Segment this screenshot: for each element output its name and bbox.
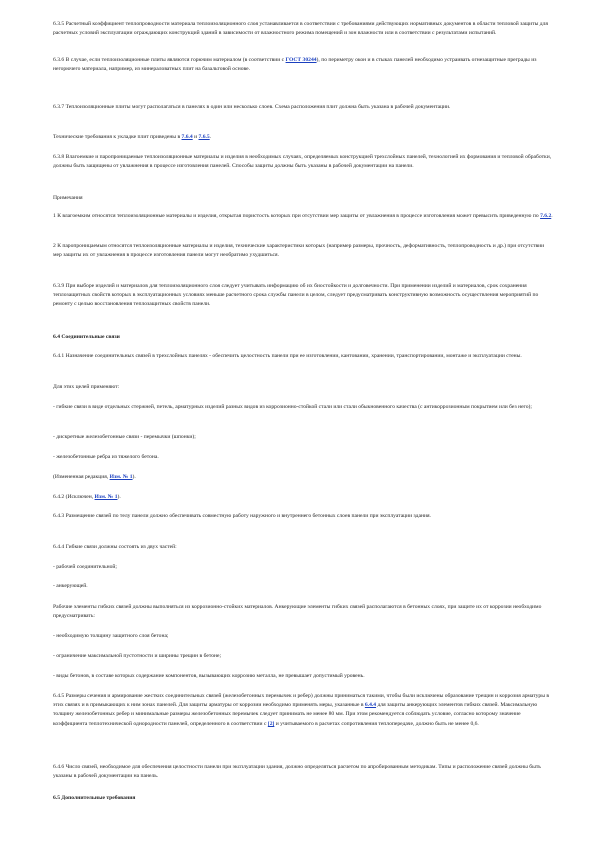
- paragraph-6-4-1: 6.4.1 Назначение соединительных связей в трехслойных панелях - обеспечить целостность панели при ее изготовлении, кантовании, хранении, транспортировании, монтаже и эксплуатации стены.: [53, 353, 522, 359]
- text: 1 К влагоемким относятся теплоизоляционные материалы и изделия, открытая пористость которых при отсутствии мер защиты от увлажнения в процессе изготовления может превысить приведенную по: [53, 213, 541, 219]
- paragraph-6-4-5: [53, 692, 553, 729]
- text: для защиты анкерующих элементов гибких связей. Максимальную толщину железобетонных ребер и минимальные размеры железобетонных перемычек следует принимать не менее 80 мм. При этом рекомендуется соблюдать условие, согласно которому значение коэффициента теплотехнической однородности панелей, определенного в соответствии с: [53, 702, 538, 727]
- list-item-crack-limit: - ограничение максимальной пустотности и ширины трещин в бетоне;: [53, 653, 222, 659]
- text: .: [209, 134, 212, 140]
- paragraph-6-3-9: 6.3.9 При выборе изделий и материалов для теплоизоляционного слоя следует учитывать информацию об их биостойкости и долговечности. При применении изделий и материалов, срок сохранения теплозащитных свойств которых в эксплуатационных условиях меньше расчетного срока службы панели в целом, следует предусматривать конструктивную возможность осуществления мероприятий по ремонту с целью восстановления теплозащитных свойств панели.: [53, 283, 539, 308]
- paragraph-6-3-6: [53, 56, 553, 74]
- note-1: [53, 212, 553, 221]
- link-amendment-1[interactable]: Изм. № 1: [94, 494, 118, 500]
- paragraph-for-these-purposes: Для этих целей применяют:: [53, 384, 120, 390]
- text: и учитываемого в расчетах сопротивления теплопередаче, должно быть не менее 0,6.: [274, 720, 479, 727]
- paragraph-6-3-8: 6.3.8 Влагоемкие и паропроницаемые теплоизоляционные материалы и изделия в необходимых случаях, определяемых конструкцией трехслойных панелей, технологией их формования и тепловой обработки, должны быть защищены от увлажнения в процессе изготовления панелей. Способы защиты должны быть указаны в рабочей документации на панели.: [53, 154, 552, 170]
- text: .: [551, 213, 553, 219]
- link-6-4-4[interactable]: 6.4.4: [364, 702, 377, 709]
- paragraph-plate-requirements: [53, 133, 553, 142]
- paragraph-6-4-2: [53, 493, 553, 502]
- text: 6.4.5 Размеры сечения и армирование жестких соединительных связей (железобетонных перемычек и ребер) должны приниматься такими, чтобы были исключены образование трещин и коррозия арматуры в этих связях и в примыкающих к ним зонах панелей. Для защиты арматуры от коррозии необходимо применять меры, указанные в: [53, 693, 550, 709]
- text: 6.3.6 В случае, если теплоизоляционные плиты являются горючим материалом (в соответствии с: [53, 57, 286, 63]
- link-7-6-2[interactable]: 7.6.2: [540, 213, 552, 219]
- notes-heading: Примечания: [53, 195, 83, 201]
- text: (Измененная редакция,: [53, 474, 110, 480]
- amendment-note: [53, 473, 553, 482]
- list-item-anchoring-part: - анкерующей.: [53, 583, 88, 589]
- paragraph-6-3-7: 6.3.7 Теплоизоляционные плиты могут располагаться в панелях в один или несколько слоев. Схема расположения плит должна быть указана в рабочей документации.: [53, 104, 451, 110]
- list-item-flexible-ties: - гибкие связи в виде отдельных стержней, петель, арматурных изделий разных видов из коррозионно-стойкой стали или стали обыкновенного качества (с антикоррозионным покрытием или без него);: [53, 404, 532, 410]
- text: 6.4.2 (Исключен,: [53, 494, 95, 500]
- list-item-concrete-types: - виды бетонов, в составе которых содержание компонентов, вызывающих коррозию металла, не превышает допустимый уровень.: [53, 673, 365, 679]
- section-heading-6-4: 6.4 Соединительные связи: [53, 334, 120, 340]
- text: и: [192, 134, 199, 140]
- paragraph-6-4-3: 6.4.3 Размещение связей по телу панели должно обеспечивать совместную работу наружного и внутреннего бетонных слоев панели при эксплуатации здания.: [53, 513, 431, 519]
- paragraph-6-4-4: 6.4.4 Гибкие связи должны состоять из двух частей:: [53, 544, 177, 550]
- text: Технические требования к укладке плит приведены в: [53, 134, 182, 140]
- paragraph-6-4-6: 6.4.6 Число связей, необходимое для обеспечения целостности панели при эксплуатации здания, должно определяться расчетом по апробированным методикам. Типы и расположение связей должны быть указаны в рабочей документации на панель.: [53, 764, 541, 780]
- link-reference-2[interactable]: [2]: [267, 720, 275, 727]
- link-amendment-1[interactable]: Изм. № 1: [109, 474, 133, 480]
- list-item-discrete-ties: - дискретные железобетонные связи - перемычки (шпонки);: [53, 434, 196, 440]
- text: ).: [117, 494, 121, 500]
- link-gost-30244[interactable]: ГОСТ 30244: [285, 57, 317, 63]
- note-2: 2 К паропроницаемым относятся теплоизоляционные материалы и изделия, технические характеристики которых (например размеры, прочность, деформативность, теплопроводность и др.) при отсутствии мер защиты их от увлажнения в процессе изготовления панели могут необратимо ухудшиться.: [53, 243, 545, 259]
- link-7-6-5[interactable]: 7.6.5: [198, 134, 210, 140]
- list-item-protective-layer: - необходимую толщину защитного слоя бетона;: [53, 633, 169, 639]
- paragraph-6-3-5: 6.3.5 Расчетный коэффициент теплопроводности материала теплоизоляционного слоя устанавливается в соответствии с требованиями действующих нормативных документов в области тепловой защиты для расчетных условий эксплуатации ограждающих конструкций зданий в зависимости от влажностного режима помещений и зон влажности или в соответствии с результатами испытаний.: [53, 21, 548, 37]
- paragraph-working-elements: Рабочие элементы гибких связей должны выполняться из коррозионно-стойких материалов. Анкерующие элементы гибких связей располагаются в бетонных слоях, при защите их от коррозии необходимо предусматривать:: [53, 604, 542, 620]
- text: ).: [132, 474, 136, 480]
- text: ), по периметру окон и в стыках панелей необходимо устраивать огнезащитные преграды из негорючего материала, например, из минераловатных плит на базальтовой основе.: [53, 57, 537, 73]
- link-7-6-4[interactable]: 7.6.4: [181, 134, 193, 140]
- list-item-working-part: - рабочей соединительной;: [53, 564, 117, 570]
- list-item-ribs: - железобетонные ребра из тяжелого бетона.: [53, 454, 159, 460]
- section-heading-6-5: 6.5 Дополнительные требования: [53, 795, 136, 801]
